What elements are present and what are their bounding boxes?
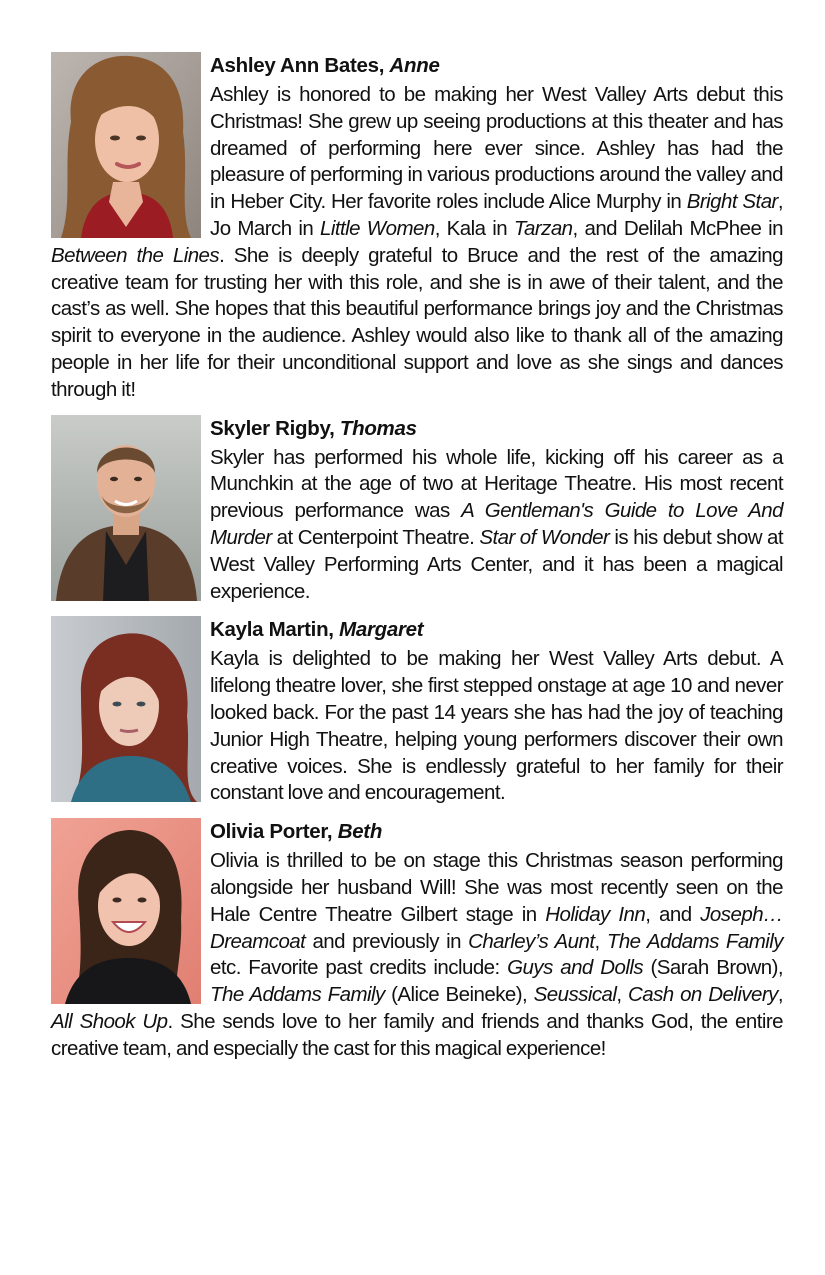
bio-title-italic: Cash on Delivery [628,983,778,1007]
bio-title-italic: Star of Wonder [479,525,610,549]
bio-text-run: Kayla is delighted to be making her West Valley Arts debut. A lifelong theatre lover, she first stepped onstage at age 10 and never looked back. For the past 14 years she has had the joy of teaching Junior High Theatre, helping young performers discover their own creative voices. She is endlessly grateful to her family for their constant love and encouragement. [210,647,783,805]
bio-text-run: , Jo March in [210,190,783,240]
bio-title-italic: Seussical [533,983,617,1007]
bio-title-italic: Holiday Inn [545,902,646,926]
bio-skyler [51,415,783,606]
bio-text-run: , [594,929,607,953]
bio-text-run: Skyler has performed his whole life, kicking off his career as a Munchkin at the age of two at Heritage Theatre. His most recent previous performance was [210,445,783,523]
bio-role: Beth [337,820,383,844]
cast-bios-page [51,50,783,1074]
bio-text-run: , and Delilah McPhee in [572,216,783,240]
bio-title-italic: A Gentleman's Guide to Love And Murder [210,499,783,549]
bio-title-italic: Tarzan [513,216,573,240]
bio-text-run: and previously in [305,929,469,953]
bio-text-run: , [777,983,784,1007]
bio-text-run: , and [645,902,701,926]
headshot-olivia-photo [51,818,201,1004]
bio-text-run: , [616,983,628,1007]
bio-role: Anne [389,54,440,77]
bio-title-italic: Charley’s Aunt [468,929,595,953]
bio-title-italic: Bright Star [686,190,778,214]
bio-text-run: , Kala in [434,216,514,240]
bio-text-run: at Centerpoint Theatre. [271,525,480,549]
headshot-kayla-photo [51,616,201,802]
bio-name: Kayla Martin, Margaret [210,618,424,642]
headshot-skyler-photo [51,415,201,601]
bio-text-run: . She is deeply grateful to Bruce and the rest of the amazing creative team for trusting her with this role, and she is in awe of their talent, and the cast’s as well. She hopes that this beautiful performance brings joy and the Christmas spirit to everyone in the audience. Ashley would also like to thank all of the amazing people in her life for their unconditional support and love as she sings and dances through it! [51,243,784,401]
bio-text-run: is his debut show at West Valley Performing Arts Center, and it has been a magical experience. [210,525,783,603]
bio-text-run: Ashley is honored to be making her West Valley Arts debut this Christmas! She grew up seeing productions at this theater and has dreamed of performing here ever since. Ashley has had the pleasure of performing in various productions around the valley and in Heber City. Her favorite roles include Alice Murphy in [210,83,783,214]
bio-title-italic: All Shook Up [51,1009,168,1033]
bio-text-run: Olivia is thrilled to be on stage this Christmas season performing alongside her husband Will! She was most recently seen on the Hale Centre Theatre Gilbert stage in [210,849,783,926]
bio-name: Olivia Porter, Beth [210,820,383,844]
bio-kayla [51,616,783,807]
bio-text-run: etc. Favorite past credits include: [210,956,508,980]
bio-title-italic: The Addams Family [210,983,385,1007]
headshot-ashley-photo [51,52,201,238]
bio-role: Thomas [339,416,417,440]
bio-name: Ashley Ann Bates, Anne [210,54,440,77]
bio-text-run: (Alice Beineke), [384,983,534,1007]
bio-title-italic: Joseph…Dreamcoat [210,902,783,953]
bio-title-italic: Guys and Dolls [507,956,644,980]
bio-olivia [51,818,783,1062]
bio-text-run: . She sends love to her family and friends and thanks God, the entire creative team, and especially the cast for this magical experience! [51,1009,783,1060]
bio-title-italic: Little Women [320,216,435,240]
bio-title-italic: Between the Lines [51,243,220,267]
bio-role: Margaret [339,618,424,642]
bio-ashley [51,52,783,404]
bio-text-run: (Sarah Brown), [643,956,783,980]
bio-title-italic: The Addams Family [606,929,783,953]
bio-name: Skyler Rigby, Thomas [210,416,417,440]
